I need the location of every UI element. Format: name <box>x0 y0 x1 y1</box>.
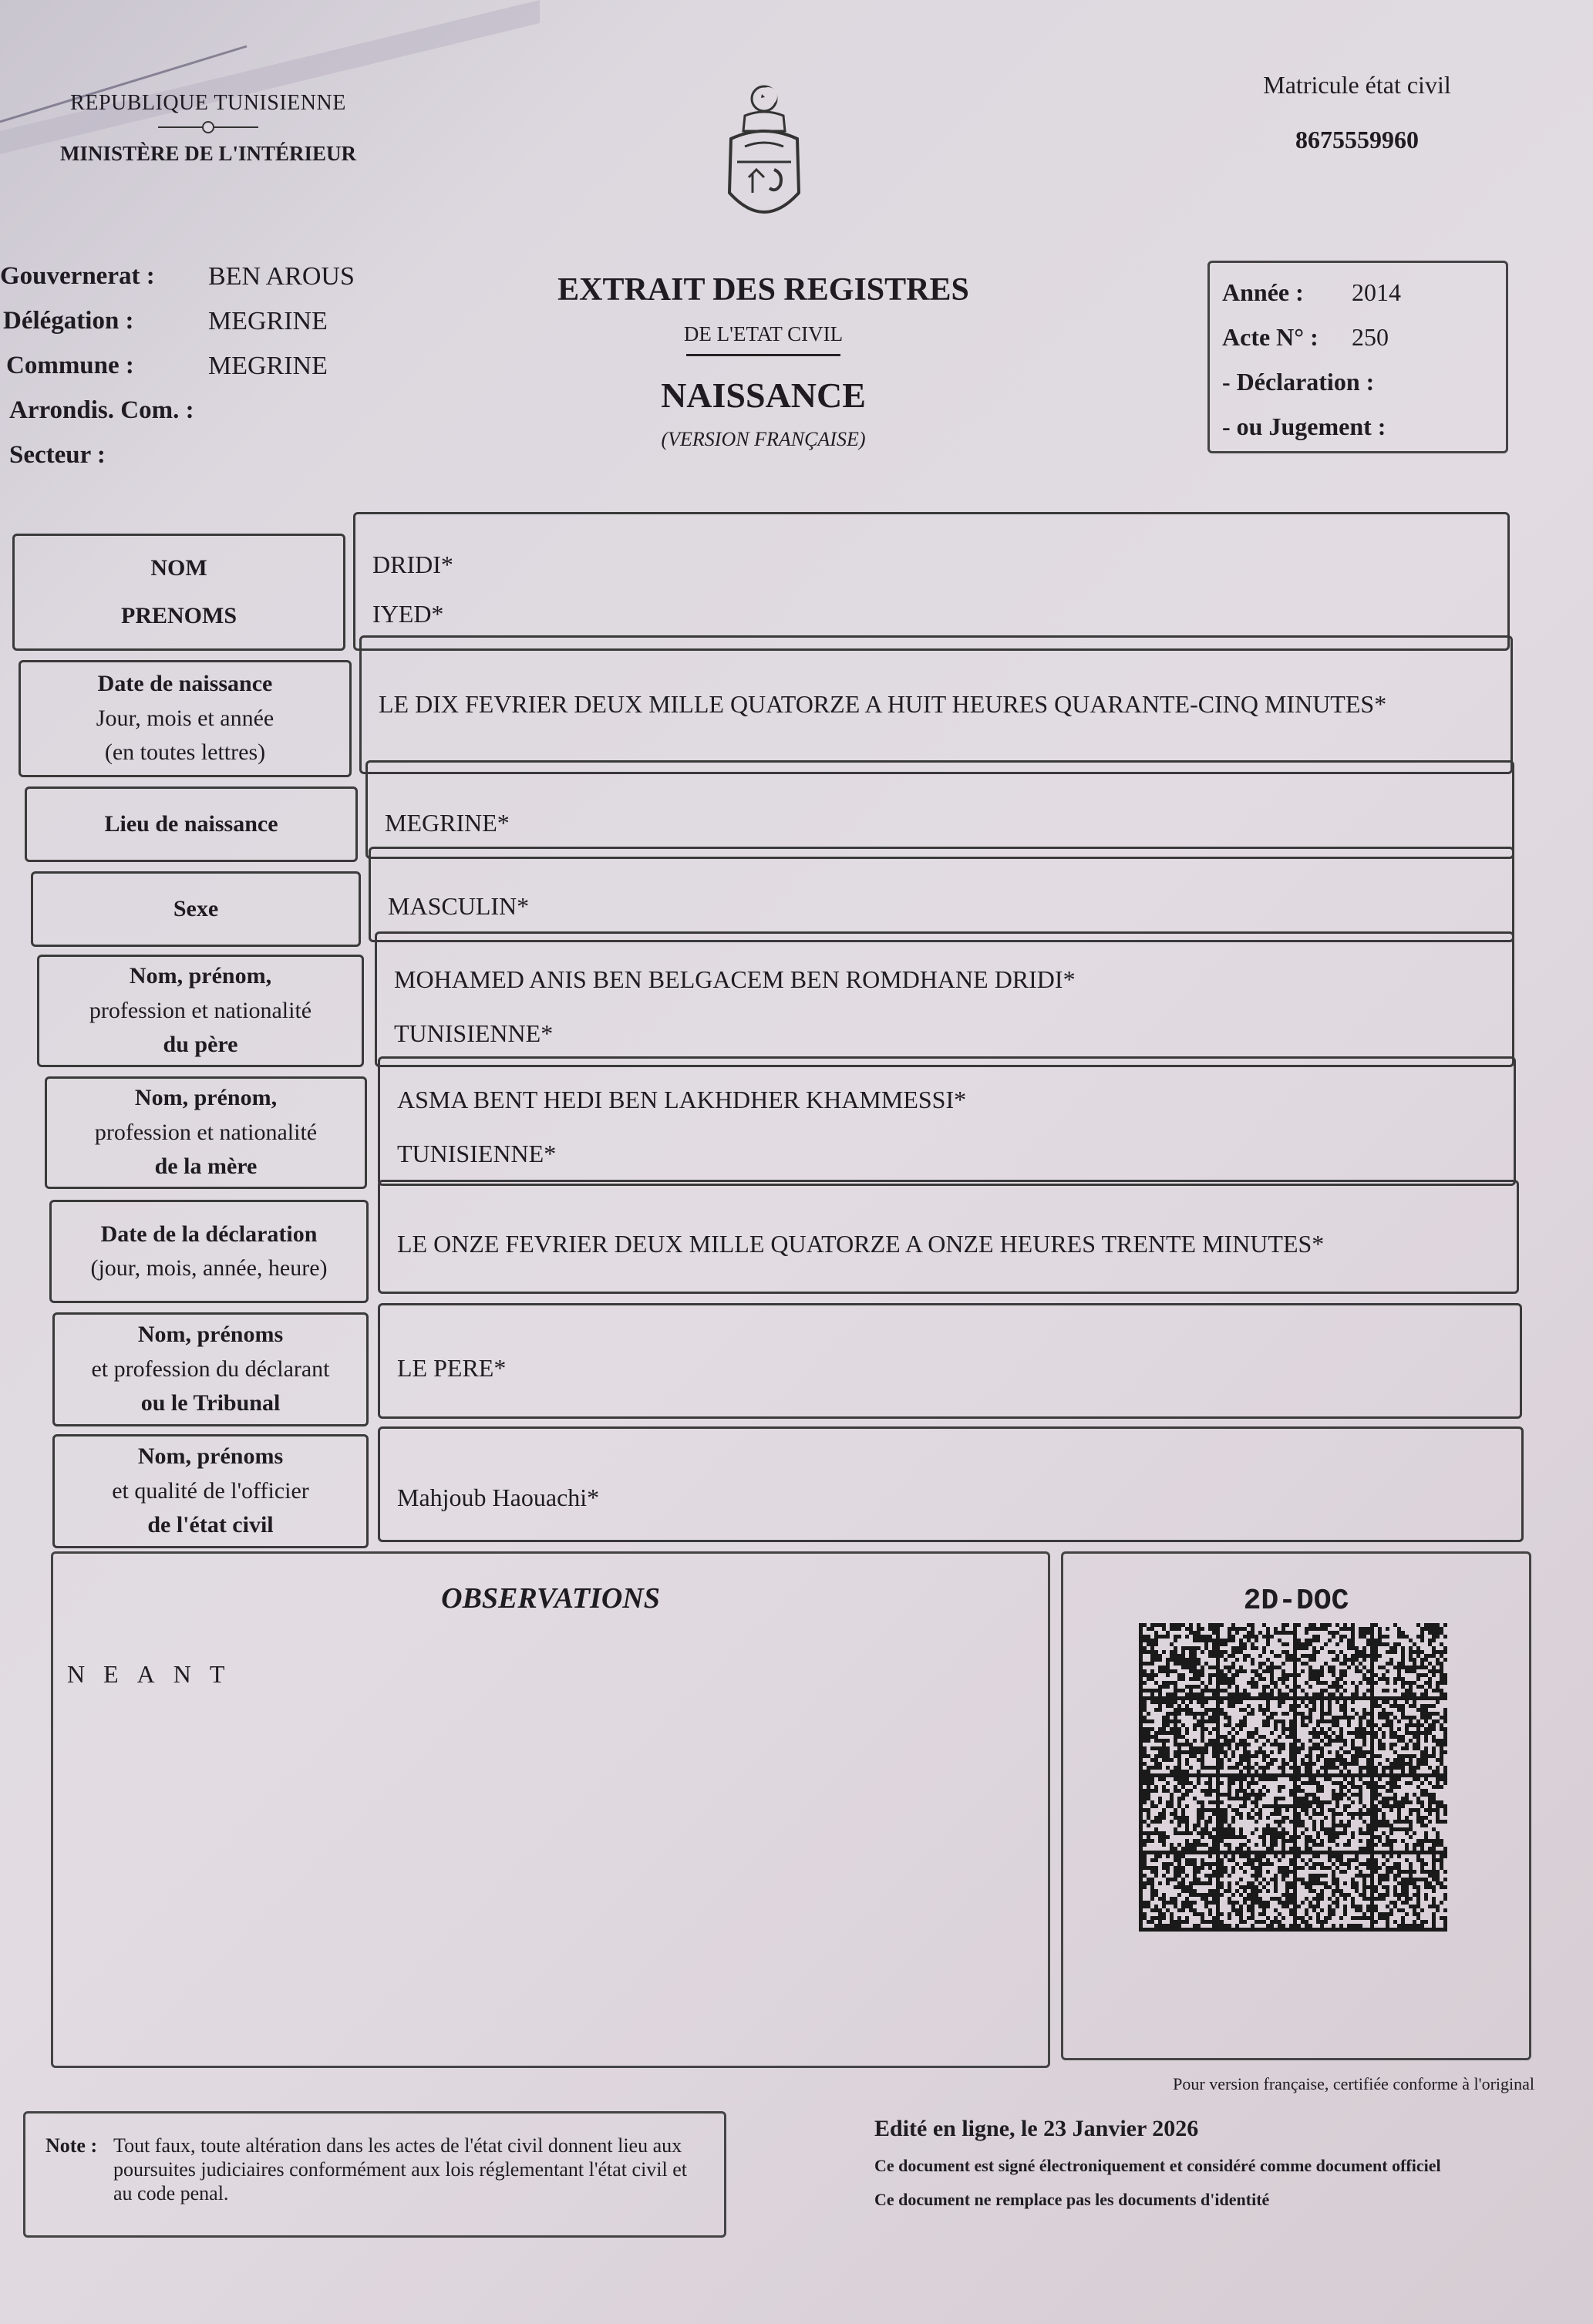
jugement-row <box>1222 413 1506 457</box>
doc2d-box <box>1061 1551 1531 2060</box>
officier-value-cell <box>378 1426 1524 1542</box>
observations-text: NEANT <box>67 1660 244 1688</box>
date-naissance-label2: Jour, mois et année <box>96 705 274 731</box>
title-line3: NAISSANCE <box>661 376 866 415</box>
lieu-label: Lieu de naissance <box>104 810 278 837</box>
sexe-value-cell <box>369 847 1514 942</box>
declarant-label3: ou le Tribunal <box>140 1390 281 1416</box>
edited-date: Edité en ligne, le 23 Janvier 2026 <box>874 2116 1199 2141</box>
matricule-value: 8675559960 <box>1295 126 1419 153</box>
declaration-label-cell <box>49 1200 369 1303</box>
declaration-date-label2: (jour, mois, année, heure) <box>90 1255 328 1281</box>
declaration-date-value: LE ONZE FEVRIER DEUX MILLE QUATORZE A ONZE HEURES TRENTE MINUTES* <box>397 1230 1325 1258</box>
date-naissance-label-cell <box>19 660 352 777</box>
annee-row <box>1222 278 1506 323</box>
lieu-value-cell <box>365 760 1514 859</box>
certification-text: Pour version française, certifiée conforme à l'original <box>1173 2074 1534 2093</box>
title-line1: EXTRAIT DES REGISTRES <box>557 272 969 308</box>
note-label: Note : <box>45 2134 98 2157</box>
lieu-label-cell <box>25 786 358 862</box>
declaration-label: - Déclaration : <box>1222 368 1375 396</box>
declaration-value-cell <box>378 1180 1519 1294</box>
observations-box <box>51 1551 1050 2068</box>
datamatrix-code-icon <box>1139 1623 1447 1932</box>
sexe-label: Sexe <box>173 895 219 921</box>
date-naissance-label3: (en toutes lettres) <box>104 739 266 766</box>
doc2d-title: 2D-DOC <box>1243 1585 1349 1618</box>
prenoms-value: IYED* <box>372 600 444 628</box>
note-text: Tout faux, toute altération dans les actes de l'état civil donnent lieu aux poursuites judiciaires conformément aux lois réglementant l'état civil et au code penal. <box>113 2134 688 2205</box>
nom-label: NOM <box>150 554 207 581</box>
document-title <box>493 271 1033 451</box>
declarant-label1: Nom, prénoms <box>137 1322 284 1348</box>
officier-label2: et qualité de l'officier <box>112 1477 309 1504</box>
location-key: Gouvernerat : <box>0 262 155 290</box>
acte-row <box>1222 323 1506 368</box>
date-naissance-label1: Date de naissance <box>97 671 273 697</box>
pere-value-cell <box>375 931 1514 1067</box>
nom-label-cell <box>12 534 345 651</box>
mere-label2: profession et nationalité <box>94 1119 318 1145</box>
nom-value: DRIDI* <box>372 551 453 578</box>
mere-value-cell <box>378 1056 1516 1186</box>
declarant-value: LE PERE* <box>397 1354 507 1383</box>
declarant-label-cell <box>52 1312 369 1426</box>
officier-label-cell <box>52 1434 369 1548</box>
officier-value: Mahjoub Haouachi* <box>397 1484 600 1512</box>
pere-label3: du père <box>163 1032 238 1058</box>
title-underline <box>686 354 840 356</box>
mere-label3: de la mère <box>154 1154 258 1180</box>
mere-label-cell <box>45 1076 367 1189</box>
declaration-date-label1: Date de la déclaration <box>100 1221 318 1247</box>
annee-label: Année : <box>1222 278 1304 306</box>
sexe-label-cell <box>31 871 361 947</box>
republic-label: REPUBLIQUE TUNISIENNE <box>70 91 346 115</box>
date-naissance-value-cell <box>359 635 1513 774</box>
annee-value: 2014 <box>1352 278 1401 306</box>
header-separator <box>158 126 258 128</box>
edition-info <box>874 2116 1553 2210</box>
acte-box <box>1207 261 1508 453</box>
location-key: Délégation : <box>3 307 134 335</box>
matricule-label: Matricule état civil <box>1263 71 1451 99</box>
pere-label2: profession et nationalité <box>89 997 312 1023</box>
acte-label: Acte N° : <box>1222 323 1319 351</box>
declarant-value-cell <box>378 1303 1522 1419</box>
ministry-label: MINISTÈRE DE L'INTÉRIEUR <box>59 142 357 165</box>
pere-value2: TUNISIENNE* <box>394 1019 554 1047</box>
mere-label1: Nom, prénom, <box>134 1085 278 1111</box>
lieu-value: MEGRINE* <box>385 809 510 837</box>
pere-label1: Nom, prénom, <box>129 963 272 989</box>
declaration-row <box>1222 368 1506 413</box>
matricule-block <box>1203 71 1511 154</box>
location-key: Arrondis. Com. : <box>9 396 194 424</box>
observations-title: OBSERVATIONS <box>441 1582 660 1615</box>
mere-value2: TUNISIENNE* <box>397 1140 557 1167</box>
sexe-value: MASCULIN* <box>388 892 530 921</box>
signed-notice: Ce document est signé électroniquement et considéré comme document officiel <box>874 2156 1441 2175</box>
note-box <box>23 2111 726 2238</box>
nom-value-cell <box>353 512 1510 651</box>
location-key: Secteur : <box>9 441 106 469</box>
location-value: MEGRINE <box>208 307 328 335</box>
pere-label-cell <box>37 955 364 1067</box>
not-replace-notice: Ce document ne remplace pas les documents d'identité <box>874 2190 1270 2209</box>
pere-value1: MOHAMED ANIS BEN BELGACEM BEN ROMDHANE DRIDI* <box>394 965 1076 993</box>
prenoms-label: PRENOMS <box>121 603 237 628</box>
header-left <box>46 91 370 166</box>
coat-of-arms-icon <box>714 77 814 231</box>
mere-value1: ASMA BENT HEDI BEN LAKHDHER KHAMMESSI* <box>397 1085 967 1113</box>
declarant-label2: et profession du déclarant <box>91 1356 330 1382</box>
acte-value: 250 <box>1352 323 1389 351</box>
officier-label1: Nom, prénoms <box>137 1443 284 1470</box>
title-line2: DE L'ETAT CIVIL <box>683 322 844 345</box>
jugement-label: - ou Jugement : <box>1222 413 1386 440</box>
officier-label3: de l'état civil <box>147 1512 274 1538</box>
title-line4: (VERSION FRANÇAISE) <box>661 428 866 450</box>
location-value: MEGRINE <box>208 352 328 380</box>
location-value: BEN AROUS <box>208 262 355 291</box>
date-naissance-value: LE DIX FEVRIER DEUX MILLE QUATORZE A HUIT HEURES QUARANTE-CINQ MINUTES* <box>379 690 1387 719</box>
location-key: Commune : <box>6 352 134 379</box>
